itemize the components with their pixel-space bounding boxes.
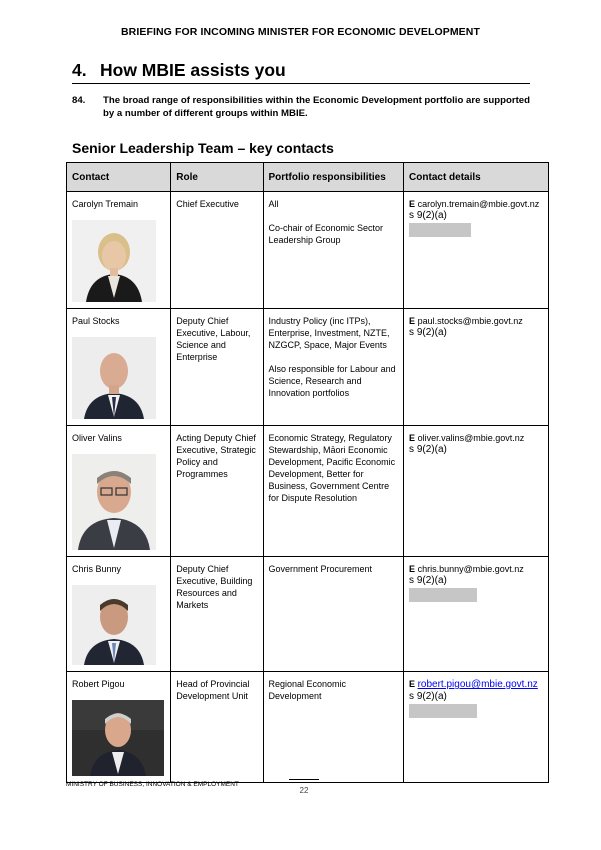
table-row xyxy=(67,309,549,426)
footer-organisation: MINISTRY OF BUSINESS, INNOVATION & EMPLOYMENT xyxy=(66,781,239,788)
redaction-block xyxy=(409,588,477,602)
paragraph-number: 84. xyxy=(72,95,86,106)
contact-name: Oliver Valins xyxy=(72,433,122,443)
section-number: 4. xyxy=(72,60,87,80)
email-address[interactable]: chris.bunny@mbie.govt.nz xyxy=(417,564,524,574)
contacts-table xyxy=(66,162,549,783)
role-text: Head of Provincial Development Unit xyxy=(176,679,250,701)
role-cell xyxy=(171,426,263,557)
role-text: Acting Deputy Chief Executive, Strategic Policy and Programmes xyxy=(176,433,256,479)
portrait-photo xyxy=(72,585,156,665)
role-cell xyxy=(171,557,263,672)
contact-cell xyxy=(67,426,171,557)
contact-cell xyxy=(67,309,171,426)
role-cell xyxy=(171,309,263,426)
section-title: How MBIE assists you xyxy=(100,60,286,80)
document-header: BRIEFING FOR INCOMING MINISTER FOR ECONOMIC DEVELOPMENT xyxy=(120,26,480,38)
contact-details-cell xyxy=(404,192,549,309)
contact-name: Chris Bunny xyxy=(72,564,122,574)
contact-details-cell xyxy=(404,426,549,557)
role-text: Chief Executive xyxy=(176,199,239,209)
contact-name: Robert Pigou xyxy=(72,679,125,689)
table-row xyxy=(67,672,549,783)
withheld-label: s 9(2)(a) xyxy=(409,327,447,338)
contact-details-cell xyxy=(404,672,549,783)
portfolio-text: Government Procurement xyxy=(268,564,373,574)
table-row xyxy=(67,557,549,672)
subheading: Senior Leadership Team – key contacts xyxy=(72,140,334,156)
portrait-photo xyxy=(72,220,156,302)
email-label: E xyxy=(409,679,416,689)
contact-cell xyxy=(67,557,171,672)
portfolio-cell xyxy=(263,426,404,557)
portfolio-text: Economic Strategy, Regulatory Stewardship, Māori Economic Development, Pacific Economic Development, Better for Business, Government Centre for Dispute Resolution xyxy=(268,433,396,503)
contact-cell xyxy=(67,672,171,783)
role-text: Deputy Chief Executive, Labour, Science and Enterprise xyxy=(176,316,251,362)
withheld-label: s 9(2)(a) xyxy=(409,444,447,455)
portfolio-text: Co-chair of Economic Sector Leadership Group xyxy=(268,223,384,245)
portfolio-cell xyxy=(263,309,404,426)
withheld-label: s 9(2)(a) xyxy=(409,210,447,221)
role-cell xyxy=(171,672,263,783)
contact-cell xyxy=(67,192,171,309)
column-header-contact: Contact xyxy=(67,163,171,192)
role-text: Deputy Chief Executive, Building Resources and Markets xyxy=(176,564,253,610)
portfolio-text: All xyxy=(268,199,279,209)
email-address[interactable]: paul.stocks@mbie.govt.nz xyxy=(417,316,523,326)
portfolio-cell xyxy=(263,557,404,672)
table-row xyxy=(67,426,549,557)
footer-divider xyxy=(289,779,319,780)
table-header-row xyxy=(67,163,549,192)
column-header-portfolio: Portfolio responsibilities xyxy=(263,163,404,192)
page-number: 22 xyxy=(299,786,309,795)
portfolio-cell xyxy=(263,192,404,309)
portfolio-cell xyxy=(263,672,404,783)
email-label: E xyxy=(409,564,416,574)
email-link[interactable]: robert.pigou@mbie.govt.nz xyxy=(417,679,538,690)
withheld-label: s 9(2)(a) xyxy=(409,575,447,586)
portrait-photo xyxy=(72,454,156,550)
section-heading xyxy=(72,60,530,84)
email-address[interactable]: carolyn.tremain@mbie.govt.nz xyxy=(417,199,540,209)
redaction-block xyxy=(409,223,471,237)
portrait-photo xyxy=(72,337,156,419)
portfolio-text: Also responsible for Labour and Science, Research and Innovation portfolios xyxy=(268,364,396,398)
table-row xyxy=(67,192,549,309)
portfolio-text: Regional Economic Development xyxy=(268,679,347,701)
paragraph-text: The broad range of responsibilities within the Economic Development portfolio are supported by a number of different groups within MBIE. xyxy=(103,95,530,119)
redaction-block xyxy=(409,704,477,718)
column-header-contact-details: Contact details xyxy=(404,163,549,192)
contact-details-cell xyxy=(404,309,549,426)
contact-details-cell xyxy=(404,557,549,672)
portfolio-text: Industry Policy (inc ITPs), Enterprise, Investment, NZTE, NZGCP, Space, Major Events xyxy=(268,316,390,350)
email-label: E xyxy=(409,199,416,209)
column-header-role: Role xyxy=(171,163,263,192)
email-label: E xyxy=(409,433,416,443)
portrait-photo xyxy=(72,700,164,776)
email-address[interactable]: oliver.valins@mbie.govt.nz xyxy=(417,433,525,443)
contact-name: Carolyn Tremain xyxy=(72,199,139,209)
role-cell xyxy=(171,192,263,309)
contact-name: Paul Stocks xyxy=(72,316,120,326)
withheld-label: s 9(2)(a) xyxy=(409,691,447,702)
email-label: E xyxy=(409,316,416,326)
